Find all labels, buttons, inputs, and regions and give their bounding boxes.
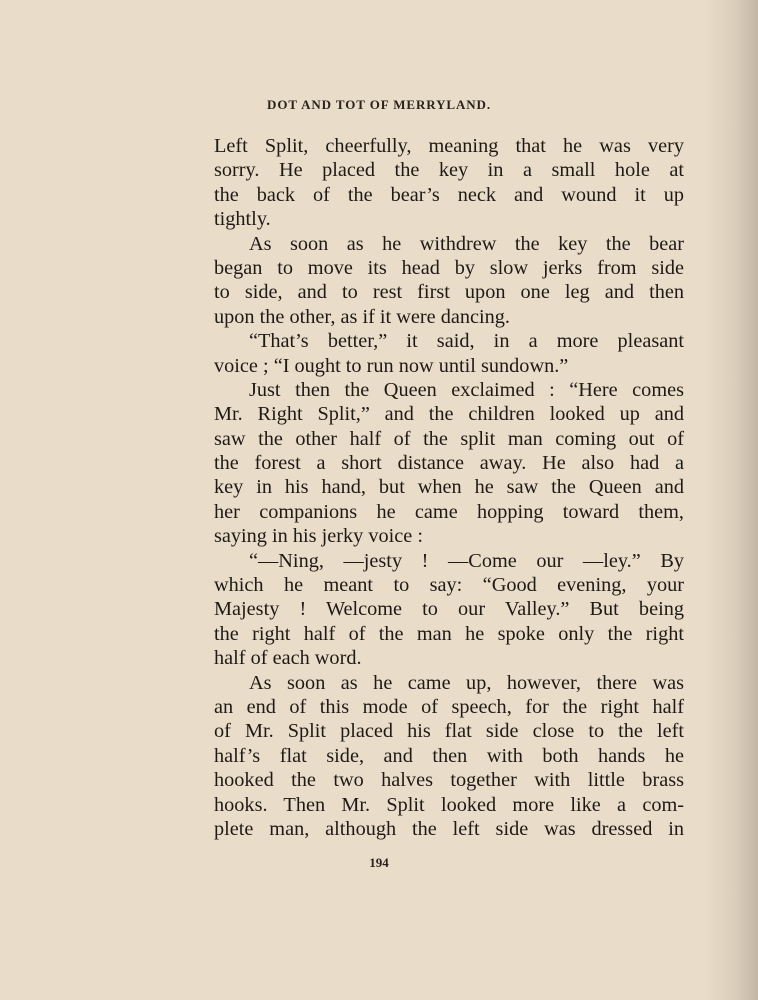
text-line: As soon as he withdrew the key the bear — [249, 232, 684, 255]
text-line: half’s flat side, and then with both hands he — [214, 744, 684, 767]
text-line: sorry. He placed the key in a small hole at — [214, 159, 684, 182]
text-line: the back of the bear’s neck and wound it up — [214, 183, 684, 206]
text-line: the forest a short distance away. He also had a — [214, 452, 684, 475]
text-line: tightly. — [214, 208, 271, 231]
text-line: half of each word. — [214, 647, 362, 670]
running-head: DOT AND TOT OF MERRYLAND. — [267, 97, 491, 112]
text-line: key in his hand, but when he saw the Queen and — [214, 476, 684, 499]
text-line: her companions he came hopping toward them, — [214, 500, 684, 523]
text-line: began to move its head by slow jerks from side — [214, 256, 684, 279]
text-line: saw the other half of the split man coming out of — [214, 427, 684, 450]
text-line: Mr. Right Split,” and the children looked up and — [214, 403, 684, 426]
text-line: of Mr. Split placed his flat side close to the left — [214, 720, 684, 743]
text-line: an end of this mode of speech, for the right half — [214, 695, 684, 718]
text-line: plete man, although the left side was dressed in — [214, 817, 684, 840]
text-line: which he meant to say: “Good evening, your — [214, 574, 684, 597]
text-line: to side, and to rest first upon one leg and then — [214, 281, 684, 304]
text-line: “—Ning, —jesty ! —Come our —ley.” By — [249, 549, 684, 572]
text-line: “That’s better,” it said, in a more pleasant — [249, 330, 684, 353]
page-number: 194 — [369, 855, 389, 870]
text-line: voice ; “I ought to run now until sundown.” — [214, 354, 569, 377]
text-line: As soon as he came up, however, there was — [249, 671, 684, 694]
body-text — [214, 134, 684, 841]
text-line: Left Split, cheerfully, meaning that he was very — [214, 135, 684, 157]
text-line: hooked the two halves together with little brass — [214, 769, 684, 792]
text-line: the right half of the man he spoke only the right — [214, 622, 684, 645]
text-line: Majesty ! Welcome to our Valley.” But being — [214, 598, 684, 621]
text-line: upon the other, as if it were dancing. — [214, 305, 510, 328]
text-line: saying in his jerky voice : — [214, 525, 423, 548]
text-line: hooks. Then Mr. Split looked more like a com- — [214, 793, 684, 816]
text-line: Just then the Queen exclaimed : “Here comes — [249, 378, 684, 401]
